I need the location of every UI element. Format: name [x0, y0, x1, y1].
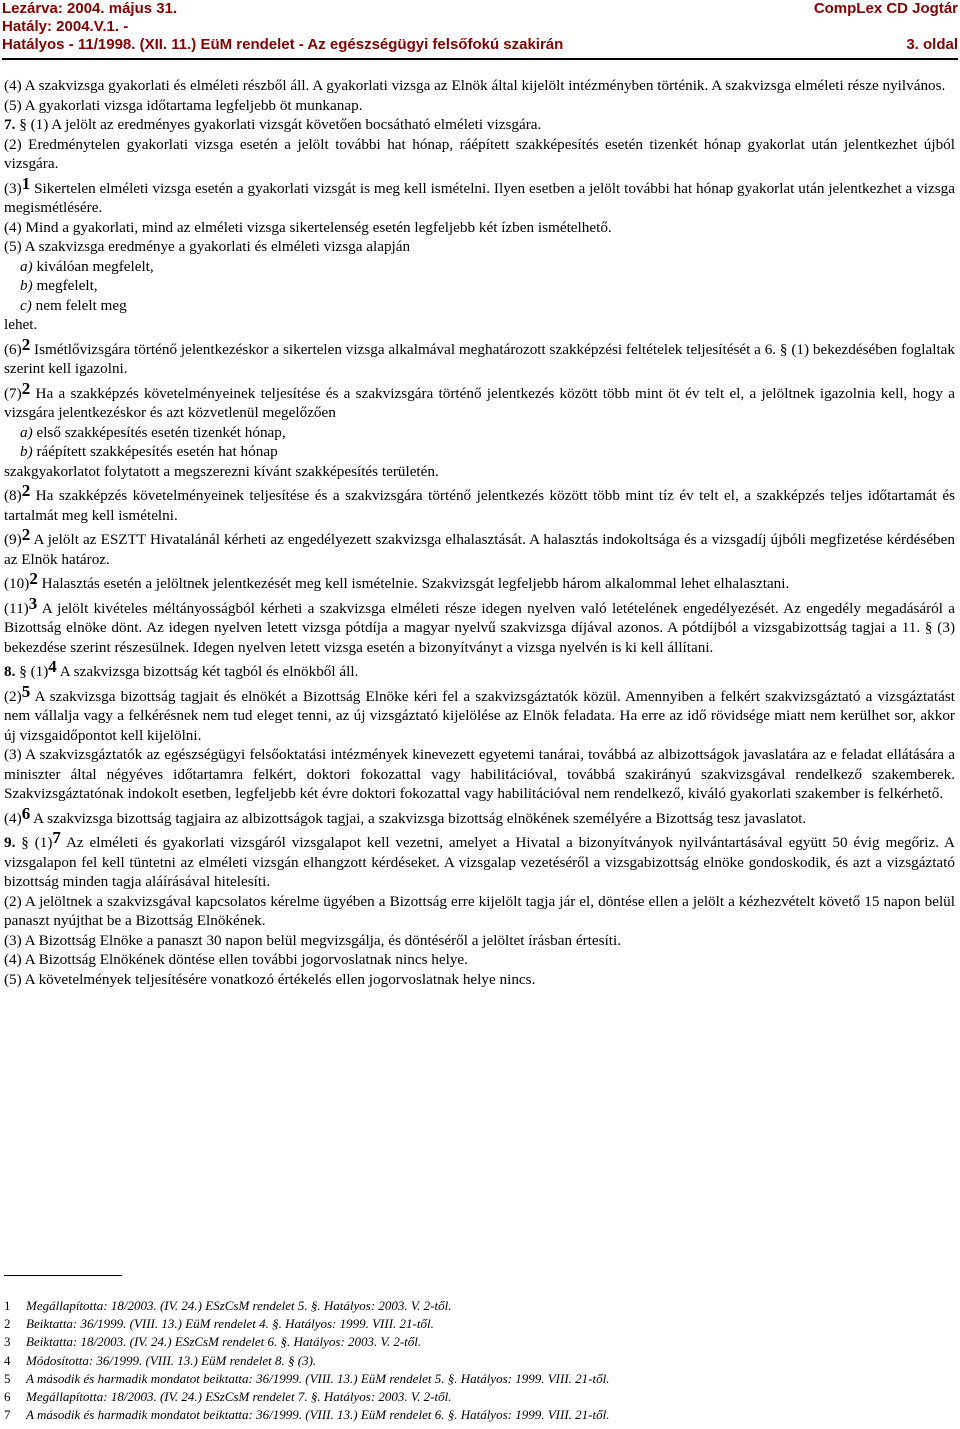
footnote-text: Módosította: 36/1999. (VIII. 13.) EüM rendelet 8. § (3). — [26, 1352, 317, 1368]
paragraph-number: (8) — [4, 487, 22, 504]
header-product-name: CompLex CD Jogtár — [813, 0, 958, 17]
paragraph-text: A szakvizsga bizottság két tagból és elnökből áll. — [56, 663, 359, 680]
paragraph-number: (4) — [4, 809, 22, 827]
paragraph-text: (4) Mind a gyakorlati, mind az elméleti vizsga sikertelenség esetén legfeljebb két ízben ismételhető. — [4, 218, 612, 236]
footnote-reference: 2 — [21, 481, 31, 500]
footnote-number: 5 — [4, 1370, 11, 1386]
paragraph-text: A szakvizsga bizottság tagjait és elnökét a Bizottság Elnöke kéri fel a szakvizsgáztatók közül. Amennyiben a felkért szakvizsgáztató a vizsgáztatást nem vállalja vagy a felkérésnek nem tud eleget tenni, az új vizsgáztató kijelölése az Elnök feladata. Ha erre az idő rövidsége miatt nem kerülhet sor, akkor új vizsgaidőpontot kell kijelölni. — [4, 687, 955, 744]
paragraph — [4, 657, 955, 682]
section-number: 9. — [4, 834, 16, 851]
paragraph-number: (3) — [4, 179, 22, 197]
paragraph-number: (10) — [4, 575, 30, 592]
paragraph-text: (4) A szakvizsga gyakorlati és elméleti részből áll. A gyakorlati vizsga az Elnök által kijelölt intézményben történik. A szakvizsga elméleti része nyilvános. — [4, 77, 946, 94]
header-page-number: 3. oldal — [906, 36, 958, 53]
footnote — [4, 1406, 955, 1424]
footnote-reference: 5 — [21, 681, 31, 701]
list-marker: a) — [20, 257, 33, 275]
paragraph-text: Halasztás esetén a jelöltnek jelentkezését meg kell ismételnie. Szakvizsgát legfeljebb három alkalommal lehet elhalasztani. — [37, 575, 790, 592]
footnote-reference: 6 — [21, 803, 31, 823]
paragraph — [4, 76, 955, 96]
paragraph — [4, 218, 955, 238]
paragraph-text: (5) A szakvizsga eredménye a gyakorlati és elméleti vizsga alapján — [4, 238, 411, 255]
paragraph — [4, 828, 955, 892]
footnote-reference: 2 — [21, 525, 31, 544]
footnote-text: A második és harmadik mondatot beiktatta: 36/1999. (VIII. 13.) EüM rendelet 6. §. Hatályos: 1999. VIII. 21-től. — [26, 1407, 610, 1423]
footnote-number: 7 — [4, 1407, 11, 1423]
footnote-reference: 3 — [28, 593, 38, 613]
footnote-list — [4, 1297, 955, 1424]
footnote — [4, 1388, 955, 1406]
paragraph — [4, 315, 955, 335]
list-marker: b) — [20, 443, 33, 460]
header-document-title: Hatályos - 11/1998. (XII. 11.) EüM rendelet - Az egészségügyi felsőfokú szakirán — [2, 36, 564, 53]
footnotes — [4, 1275, 955, 1424]
paragraph — [4, 462, 955, 482]
paragraph-text: kiválóan megfelelt, — [32, 257, 154, 275]
paragraph-text: (2) A jelöltnek a szakvizsgával kapcsolatos kérelme ügyében a Bizottság erre kijelölt tagja jár el, döntése ellen a jelölt a kézhezvételt követő 15 napon belül panaszt nyújthat be a Bizottság Elnökének. — [4, 892, 955, 929]
paragraph-text: szakgyakorlatot folytatott a megszerezni kívánt szakképesítés területén. — [4, 462, 439, 480]
footnote-reference: 2 — [21, 334, 31, 354]
footnote-number: 3 — [4, 1334, 11, 1350]
footnote-text: Megállapította: 18/2003. (IV. 24.) ESzCsM rendelet 7. §. Hatályos: 2003. V. 2-től. — [26, 1389, 452, 1405]
paragraph — [4, 525, 955, 569]
paragraph — [4, 681, 955, 746]
paragraph-text: lehet. — [4, 316, 38, 333]
list-item — [4, 257, 955, 277]
footnote — [4, 1370, 955, 1388]
footnote-text: Beiktatta: 36/1999. (VIII. 13.) EüM rendelet 4. §. Hatályos: 1999. VIII. 21-től. — [26, 1316, 434, 1332]
paragraph-text: § (1) A jelölt az eredményes gyakorlati vizsgát követően bocsátható elméleti vizsgára. — [15, 116, 542, 133]
paragraph-text: (4) A Bizottság Elnökének döntése ellen további jogorvoslatnak nincs helye. — [4, 951, 468, 968]
paragraph-text: nem felelt meg — [31, 296, 127, 314]
list-marker: b) — [20, 277, 33, 294]
header-rule — [2, 58, 958, 60]
list-item — [4, 442, 955, 462]
section-number: 8. — [4, 663, 16, 680]
footnote — [4, 1315, 955, 1333]
list-marker: a) — [20, 423, 33, 441]
paragraph-number: § (1) — [15, 834, 53, 851]
list-item — [4, 276, 955, 296]
paragraph-text: első szakképesítés esetén tizenkét hónap, — [32, 423, 286, 441]
paragraph — [4, 334, 955, 379]
paragraph-text: ráépített szakképesítés esetén hat hónap — [32, 443, 278, 460]
paragraph — [4, 803, 955, 829]
paragraph — [4, 745, 955, 804]
paragraph — [4, 173, 955, 218]
footnote-rule — [4, 1275, 122, 1276]
paragraph — [4, 237, 955, 257]
paragraph-text: megfelelt, — [32, 277, 98, 294]
paragraph-text: A jelölt kivételes méltányosságból kérheti a szakvizsga elméleti része idegen nyelven való letételének engedélyezését. Az engedély megadásáról a Bizottság elnöke dönt. Az idegen nyelven letett vizsga pótdíja a magyar nyelvű szakvizsga díjával azonos. A pótdíjból a vizsgabizottság tagjai a 11. § (3) bekezdése szerint részesülnek. Idegen nyelven letett vizsga esetén a bizonyítványt a vizsga nyelvén is ki kell állítani. — [4, 599, 955, 656]
footnote — [4, 1297, 955, 1315]
footnote-reference: 2 — [21, 378, 31, 398]
footnote-text: Megállapította: 18/2003. (IV. 24.) ESzCsM rendelet 5. §. Hatályos: 2003. V. 2-től. — [26, 1298, 452, 1313]
footnote-reference: 1 — [21, 173, 31, 193]
footnote — [4, 1333, 955, 1351]
paragraph — [4, 96, 955, 116]
footnote-reference: 2 — [29, 569, 38, 588]
list-marker: c) — [20, 296, 32, 314]
paragraph-text: (2) Eredménytelen gyakorlati vizsga esetén a jelölt további hat hónap, ráépített szakképesítés esetén tizenkét hónap gyakorlat után jelentkezhet újból vizsgára. — [4, 135, 955, 172]
paragraph-number: (6) — [4, 340, 22, 358]
paragraph — [4, 931, 955, 951]
footnote-number: 1 — [4, 1298, 11, 1313]
paragraph-text: (5) A követelmények teljesítésére vonatkozó értékelés ellen jogorvoslatnak helye nincs. — [4, 970, 536, 988]
paragraph-number: (2) — [4, 687, 22, 705]
paragraph — [4, 378, 955, 423]
paragraph-text: Az elméleti és gyakorlati vizsgáról vizsgalapot kell vezetni, amelyet a Hivatal a bizonyítványok nyilvántartásával együtt 50 évig megőriz. A vizsgalapon fel kell tüntetni az elméleti vizsgán elhangzott kérdéseket. A vizsgalap vezetéséről a vizsgabizottság elnöke gondoskodik, és azt a vizsgáztató bizottság minden tagja aláírásával hitelesíti. — [4, 834, 955, 890]
header-closed-date: Lezárva: 2004. május 31. — [2, 0, 178, 17]
page-header — [2, 0, 958, 60]
paragraph — [4, 135, 955, 174]
footnote-number: 2 — [4, 1316, 11, 1332]
paragraph-text: A jelölt az ESZTT Hivatalánál kérheti az engedélyezett szakvizsga elhalasztását. A halasztás indokoltsága és a vizsgadíj újbóli megfizetése kérdésében az Elnök határoz. — [4, 531, 955, 568]
paragraph — [4, 892, 955, 931]
document-body — [4, 76, 955, 989]
list-item — [4, 423, 955, 443]
paragraph-text: Ha szakképzés követelményeinek teljesítése és a szakvizsgára történő jelentkezés között több mint tíz év telt el, a szakképzés teljes időtartamát és tartalmát meg kell ismételni. — [4, 487, 955, 524]
footnote-number: 4 — [4, 1352, 11, 1368]
paragraph — [4, 569, 955, 594]
footnote-number: 6 — [4, 1389, 11, 1405]
paragraph — [4, 593, 955, 658]
header-effective-date: Hatály: 2004.V.1. - — [2, 18, 129, 35]
footnote-text: A második és harmadik mondatot beiktatta: 36/1999. (VIII. 13.) EüM rendelet 5. §. Hatályos: 1999. VIII. 21-től. — [26, 1370, 610, 1386]
footnote-text: Beiktatta: 18/2003. (IV. 24.) ESzCsM rendelet 6. §. Hatályos: 2003. V. 2-től. — [26, 1334, 422, 1350]
paragraph-number: § (1) — [15, 663, 49, 680]
paragraph — [4, 970, 955, 990]
paragraph-text: (3) A Bizottság Elnöke a panaszt 30 napon belül megvizsgálja, és döntéséről a jelöltet írásban értesíti. — [4, 931, 622, 949]
paragraph-text: (5) A gyakorlati vizsga időtartama legfeljebb öt munkanap. — [4, 96, 363, 114]
paragraph — [4, 115, 955, 135]
section-number: 7. — [4, 116, 16, 133]
footnote — [4, 1352, 955, 1370]
paragraph-text: (3) A szakvizsgáztatók az egészségügyi felsőoktatási intézmények kinevezett egyetemi tanárai, továbbá az albizottságok javaslatára az e feladat ellátására a miniszter által négyéves időtartamra felkért, doktori fokozattal vagy habilitációval, továbbá szakirányú szakvizsgával rendelkező szakemberek. Szakvizsgáztatónak indokolt esetben, legfeljebb két évre doktori fokozattal vagy habilitációval nem rendelkező, kiváló gyakorlati szakember is felkérhető. — [4, 746, 955, 802]
paragraph-number: (11) — [4, 599, 29, 617]
list-item — [4, 296, 955, 316]
paragraph — [4, 950, 955, 970]
paragraph-number: (7) — [4, 384, 22, 402]
footnote-reference: 4 — [48, 657, 57, 676]
paragraph-text: A szakvizsga bizottság tagjaira az albizottságok tagjai, a szakvizsga bizottság elnökének személyére a Bizottság tesz javaslatot. — [30, 809, 807, 827]
paragraph-text: Ha a szakképzés követelményeinek teljesítése és a szakvizsgára történő jelentkezés között több mint öt év telt el, a jelöltnek igazolnia kell, hogy a vizsgára jelentkezéskor és azt közvetlenül megelőzően — [4, 384, 955, 421]
paragraph-text: Sikertelen elméleti vizsga esetén a gyakorlati vizsgát is meg kell ismételni. Ilyen esetben a jelölt további hat hónap gyakorlat után jelentkezhet a vizsga megismétlésére. — [4, 179, 955, 216]
paragraph — [4, 481, 955, 525]
paragraph-text: Ismétlővizsgára történő jelentkezéskor a sikertelen vizsga alkalmával meghatározott szakképzési feltételek teljesítését a 6. § (1) bekezdésében foglaltak szerint kell igazolni. — [4, 340, 955, 377]
paragraph-number: (9) — [4, 531, 22, 548]
footnote-reference: 7 — [52, 828, 61, 847]
